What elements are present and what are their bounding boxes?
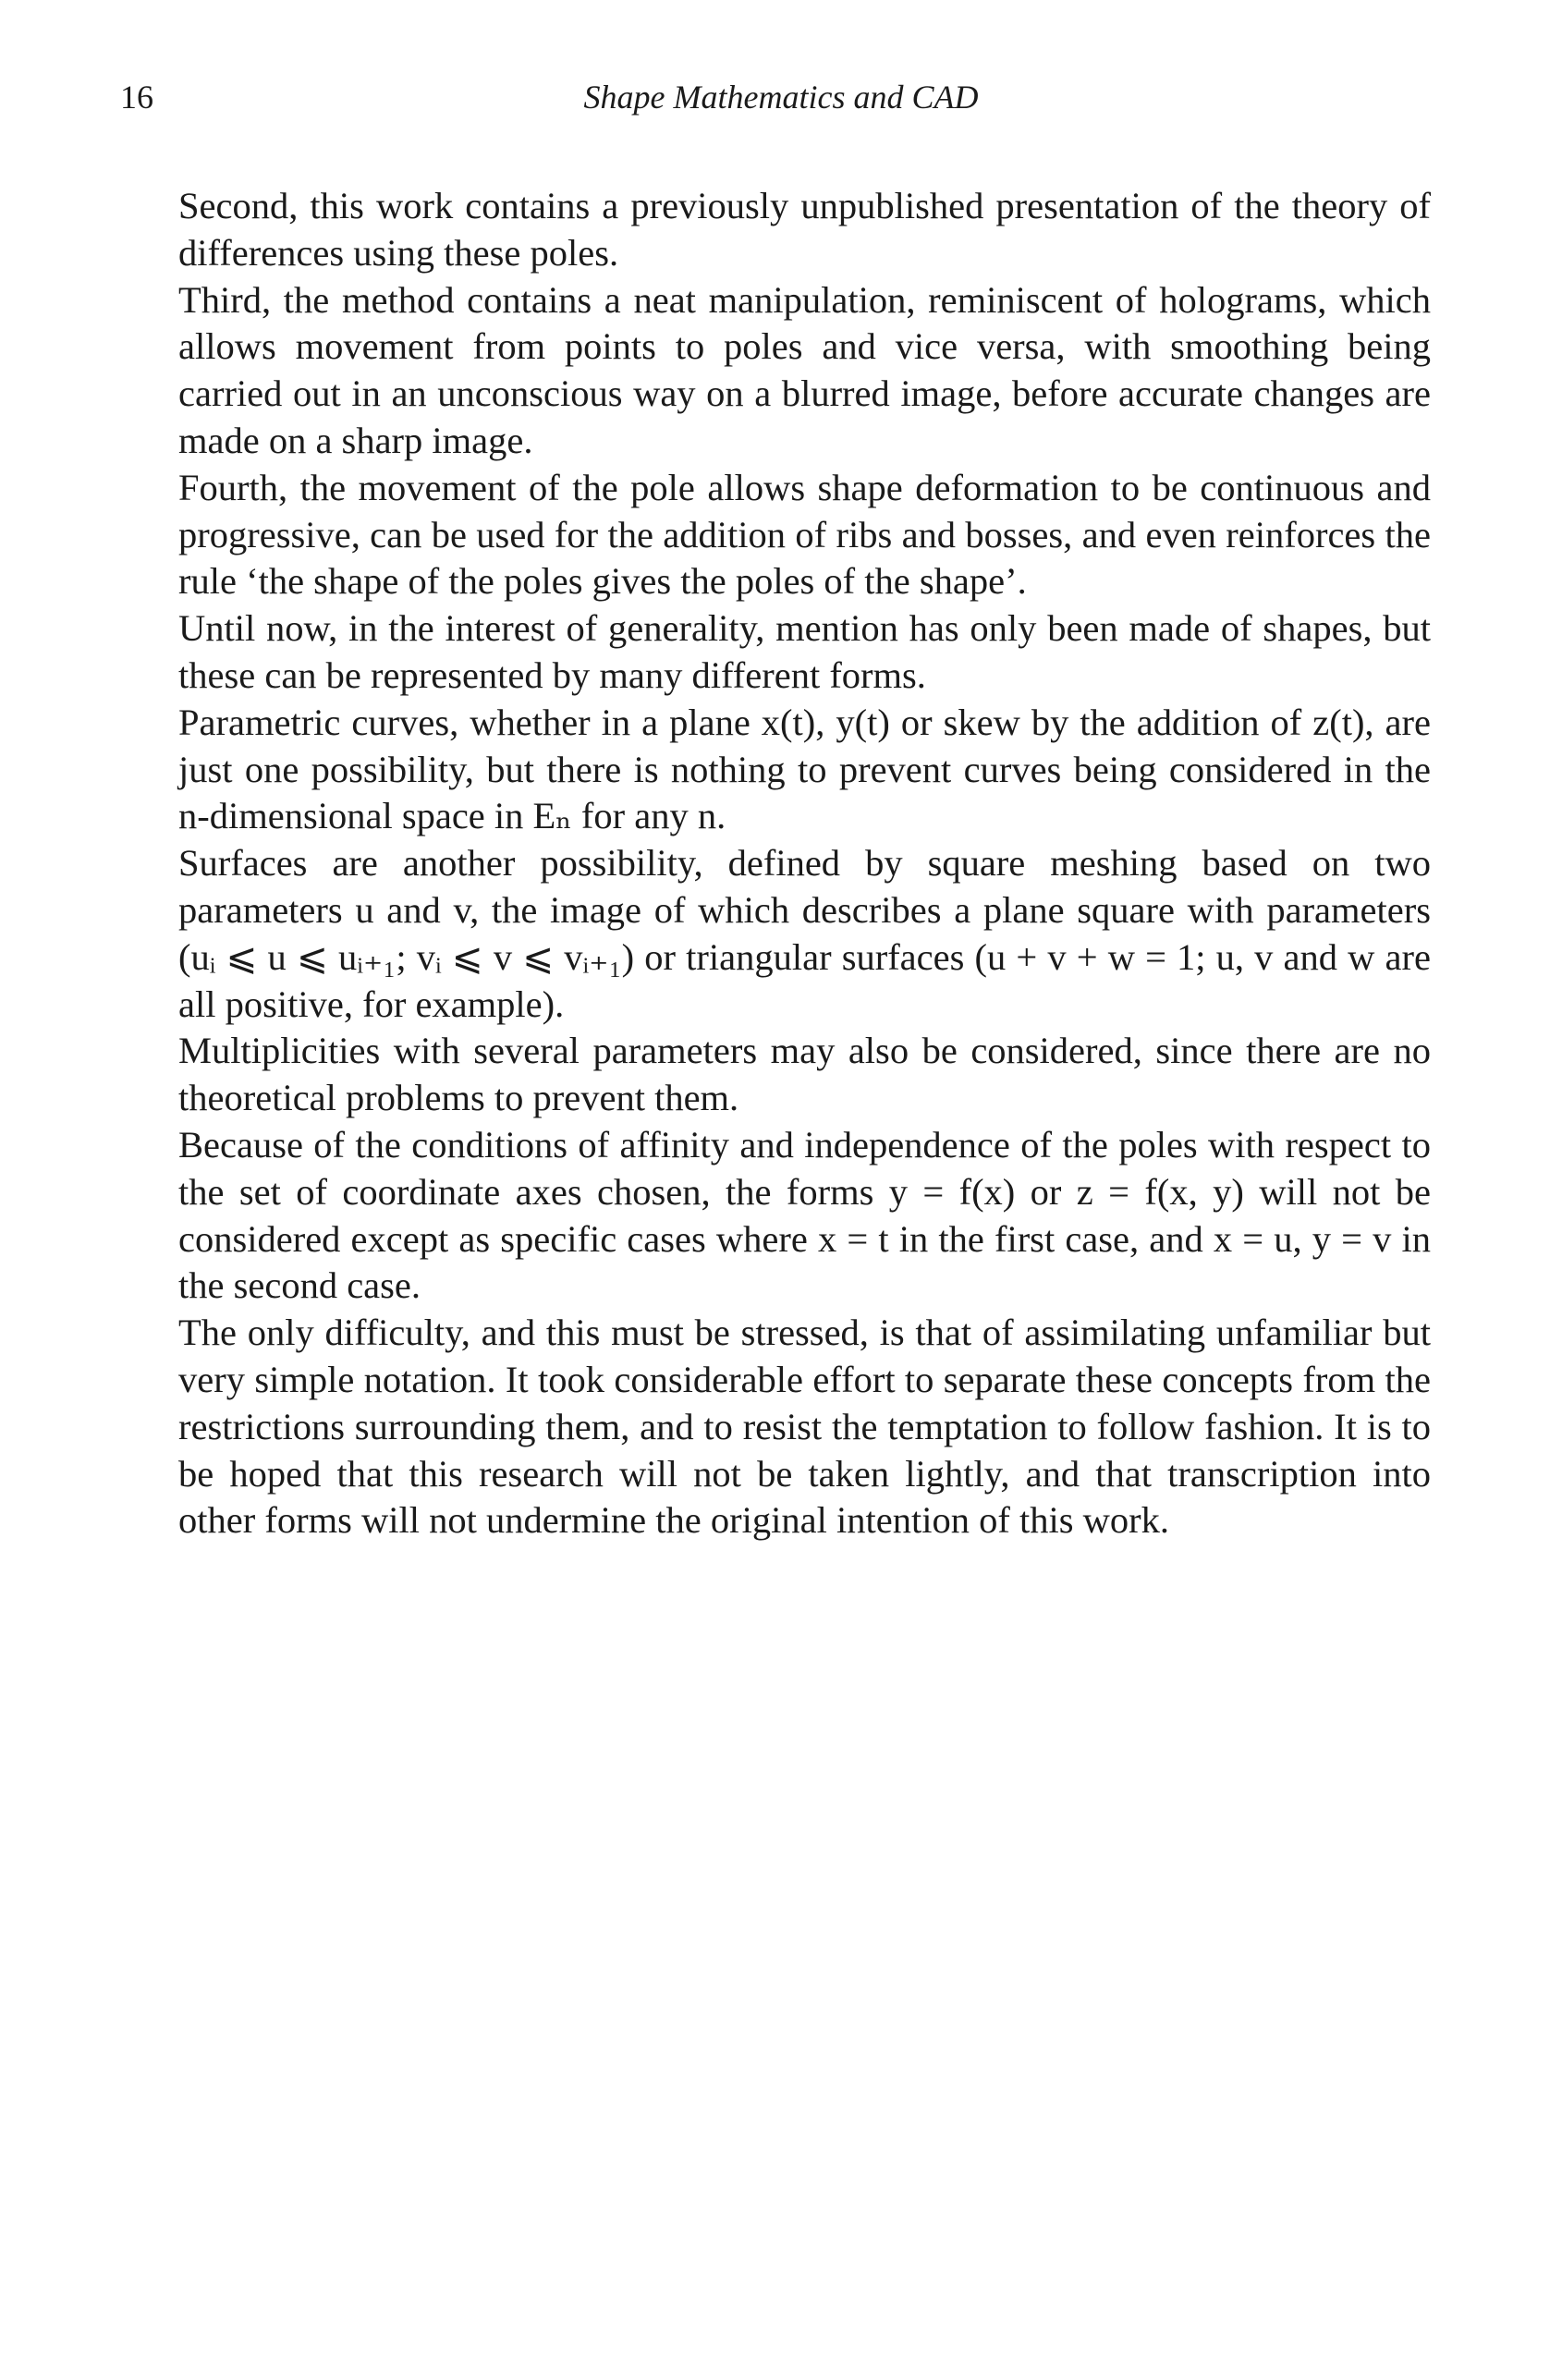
body-text [178, 183, 1431, 1544]
running-title: Shape Mathematics and CAD [583, 79, 979, 116]
paragraph-third: Third, the method contains a neat manipulation, reminiscent of holograms, which allows movement from points to poles and vice versa, with smoothing being carried out in an unconscious way on a blurred image, before accurate changes are made on a sharp image. [178, 278, 1431, 461]
page-number: 16 [120, 79, 153, 116]
paragraph-parametric-curves: Parametric curves, whether in a plane x(t), y(t) or skew by the addition of z(t), are just one possibility, but there is nothing to prevent curves being considered in the n-dimensional space in Eₙ for any n. [178, 701, 1431, 837]
paragraph-affinity: Because of the conditions of affinity and independence of the poles with respect to the set of coordinate axes chosen, the forms y = f(x) or z = f(x, y) will not be considered except as specific cases where x = t in the first case, and x = u, y = v in the second case. [178, 1123, 1431, 1307]
paragraph-difficulty: The only difficulty, and this must be stressed, is that of assimilating unfamiliar but very simple notation. It took considerable effort to separate these concepts from the restrictions surrounding them, and to resist the temptation to follow fashion. It is to be hoped that this research will not be taken lightly, and that transcription into other forms will not undermine the original intention of this work. [178, 1312, 1431, 1542]
paragraph-surfaces: Surfaces are another possibility, defined by square meshing based on two parameters u and v, the image of which describes a plane square with parameters (uᵢ ⩽ u ⩽ uᵢ₊₁; vᵢ ⩽ v ⩽ vᵢ₊₁) or triangular surfaces (u + v + w = 1; u, v and w are all positive, for example). [178, 842, 1431, 1025]
paragraph-second: Second, this work contains a previously unpublished presentation of the theory of differences using these poles. [178, 185, 1431, 274]
paragraph-multiplicities: Multiplicities with several parameters may also be considered, since there are no theoretical problems to prevent them. [178, 1030, 1431, 1119]
paragraph-fourth: Fourth, the movement of the pole allows shape deformation to be continuous and progressive, can be used for the addition of ribs and bosses, and even reinforces the rule ‘the shape of the poles gives the poles of the shape’. [178, 466, 1431, 603]
running-head [120, 74, 1442, 120]
paragraph-until-now: Until now, in the interest of generality, mention has only been made of shapes, but these can be represented by many different forms. [178, 607, 1431, 696]
